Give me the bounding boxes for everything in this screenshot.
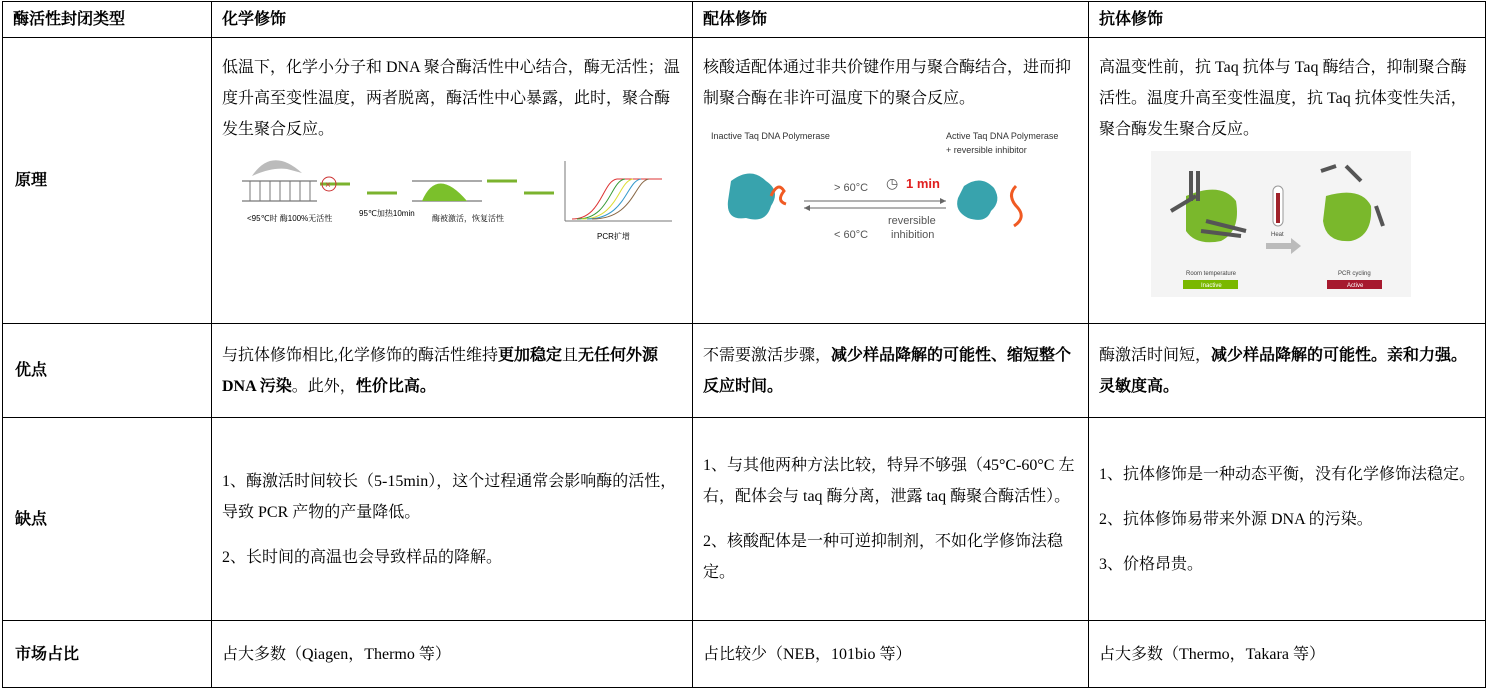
chem-step4-label: PCR扩增 (597, 232, 630, 241)
antibody-principle-cell (1089, 38, 1486, 324)
room-temp-label: Room temperature (1186, 271, 1237, 277)
bold-text: 减少样品降解的可能性。亲和力强。灵敏度高。 (1099, 346, 1468, 395)
antibody-principle-text: 高温变性前，抗 Taq 抗体与 Taq 酶结合，抑制聚合酶活性。温度升高至变性温度，抗 Taq 抗体变性失活，聚合酶发生聚合反应。 (1099, 59, 1467, 138)
comparison-table (2, 1, 1486, 688)
active-label: Active Taq DNA Polymerase (945, 131, 1058, 141)
cons-item: 2、长时间的高温也会导致样品的降解。 (222, 548, 503, 566)
cons-row (3, 418, 1486, 621)
antibody-cons-cell (1089, 418, 1486, 621)
header-chem: 化学修饰 (212, 2, 693, 38)
text: 与抗体修饰相比,化学修饰的酶活性维持 (222, 346, 499, 364)
inactive-label: Inactive Taq DNA Polymerase (710, 131, 830, 141)
row-label: 优点 (3, 324, 212, 418)
ligand-pros-cell (693, 324, 1089, 418)
cons-item: 2、抗体修饰易带来外源 DNA 的污染。 (1099, 510, 1373, 528)
chem-pros-cell (212, 324, 693, 418)
reversible-label: reversible (887, 215, 936, 227)
bold-text: 无任何外源 DNA 污染 (222, 346, 659, 395)
ligand-cons-cell (693, 418, 1089, 621)
market-row (3, 621, 1486, 688)
chem-mechanism-figure (232, 151, 672, 246)
active-badge: Active (1347, 283, 1364, 289)
text: 不需要激活步骤， (703, 346, 832, 364)
header-antibody: 抗体修饰 (1089, 2, 1486, 38)
cons-item: 1、抗体修饰是一种动态平衡，没有化学修饰法稳定。 (1099, 465, 1476, 483)
text: 。此外， (291, 377, 356, 395)
ligand-principle-cell (693, 38, 1089, 324)
pcr-cycling-label: PCR cycling (1338, 271, 1371, 277)
antibody-pros-cell (1089, 324, 1486, 418)
ligand-principle-text: 核酸适配体通过非共价键作用与聚合酶结合，进而抑制聚合酶在非许可温度下的聚合反应。 (703, 59, 1072, 107)
active-label-2: + reversible inhibitor (945, 145, 1027, 155)
clock-icon: ◷ (885, 175, 898, 191)
row-label: 原理 (3, 38, 212, 324)
chem-market-cell: 占大多数（Qiagen，Thermo 等） (212, 621, 693, 688)
text: 酶激活时间短， (1099, 346, 1212, 364)
pros-row (3, 324, 1486, 418)
bold-text: 性价比高。 (355, 377, 436, 395)
bold-text: 减少样品降解的可能性、缩短整个反应时间。 (703, 346, 1072, 395)
time-label: 1 min (905, 176, 940, 191)
cold-temp: < 60°C (833, 229, 868, 241)
chem-step2-label: 95℃加热10min (359, 209, 415, 218)
chem-cons-cell (212, 418, 693, 621)
heat-label: Heat (1271, 232, 1284, 238)
header-ligand: 配体修饰 (693, 2, 1089, 38)
hot-temp: > 60°C (833, 182, 868, 194)
chem-principle-text: 低温下，化学小分子和 DNA 聚合酶活性中心结合，酶无活性；温度升高至变性温度，两者脱离，酶活性中心暴露，此时，聚合酶发生聚合反应。 (222, 59, 680, 138)
row-label: 市场占比 (3, 621, 212, 688)
cons-item: 1、与其他两种方法比较，特异不够强（45°C-60°C 左右，配体会与 taq 酶分离，泄露 taq 酶聚合酶活性）。 (703, 457, 1075, 505)
svg-text:×: × (325, 180, 331, 191)
cons-item: 2、核酸配体是一种可逆抑制剂，不如化学修饰法稳定。 (703, 533, 1064, 581)
aptamer-mechanism-figure (706, 126, 1076, 251)
chem-step3-label: 酶被激活，恢复活性 (432, 214, 504, 223)
header-row (3, 2, 1486, 38)
chem-principle-cell (212, 38, 693, 324)
cons-item: 1、酶激活时间较长（5-15min），这个过程通常会影响酶的活性，导致 PCR 产物的产量降低。 (222, 472, 677, 521)
antibody-market-cell: 占大多数（Thermo，Takara 等） (1089, 621, 1486, 688)
bold-text: 更加稳定 (498, 346, 563, 364)
chem-step1-label: <95℃时 酶100%无活性 (247, 214, 333, 223)
ligand-market-cell: 占比较少（NEB，101bio 等） (693, 621, 1089, 688)
row-label: 缺点 (3, 418, 212, 621)
inhibition-label: inhibition (890, 229, 934, 241)
inactive-badge: Inactive (1201, 283, 1222, 289)
antibody-mechanism-figure (1151, 151, 1411, 297)
text: 且 (562, 346, 579, 364)
header-type: 酶活性封闭类型 (3, 2, 212, 38)
cons-item: 3、价格昂贵。 (1099, 555, 1204, 573)
principle-row (3, 38, 1486, 324)
